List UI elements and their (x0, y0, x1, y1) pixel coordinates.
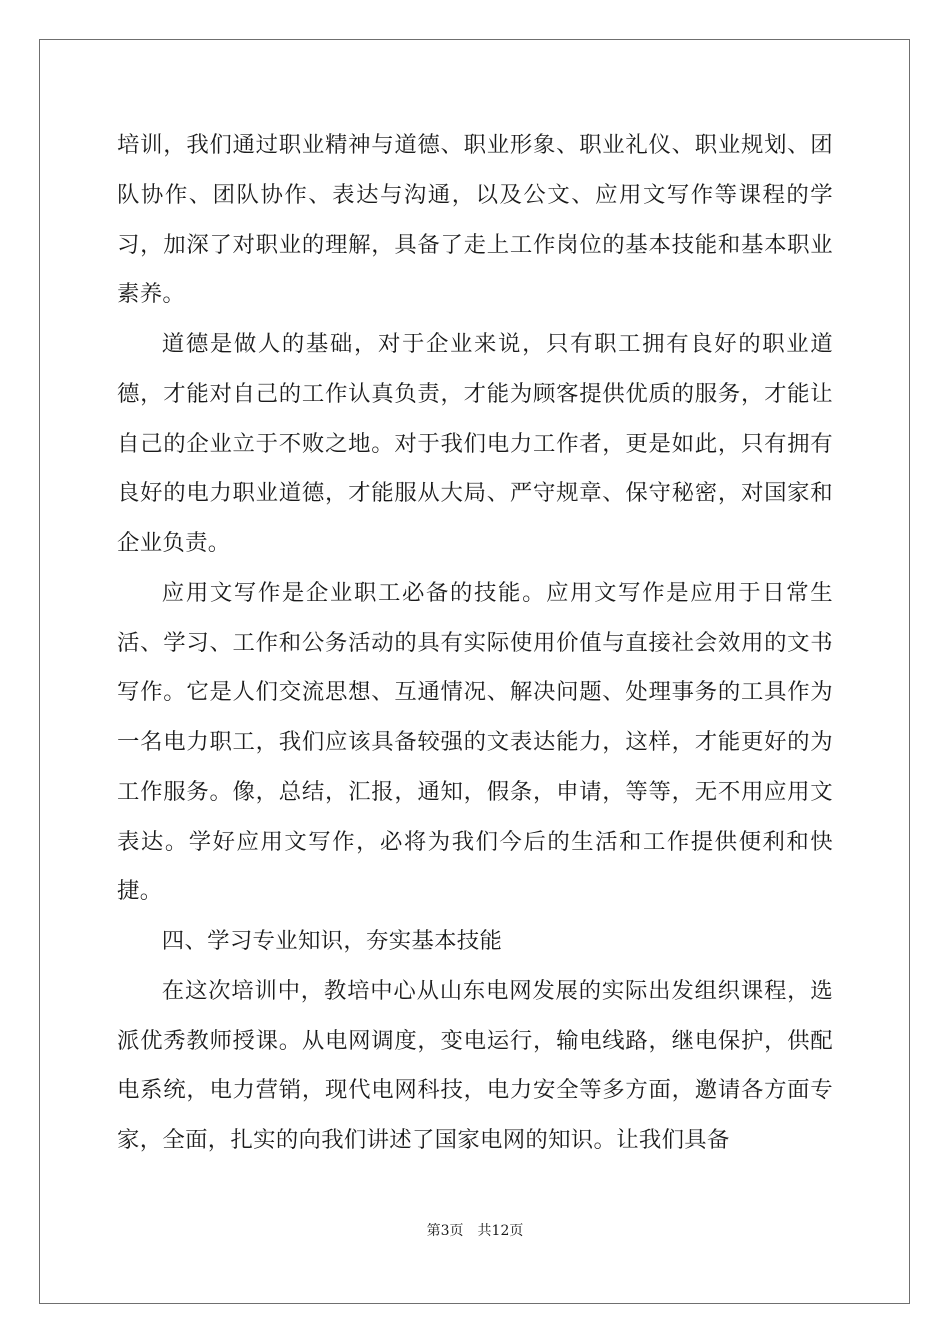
page-footer (0, 1220, 950, 1240)
page-total: 共12页 (477, 1223, 524, 1239)
paragraph-professional-ethics: 道德是做人的基础，对于企业来说，只有职工拥有良好的职业道德，才能对自己的工作认真负责，才能为顾客提供优质的服务，才能让自己的企业立于不败之地。对于我们电力工作者，更是如此，只有拥有良好的电力职业道德，才能服从大局、严守规章、保守秘密，对国家和企业负责。 (117, 331, 833, 556)
document-body (117, 121, 833, 1166)
paragraph-training-content: 在这次培训中，教培中心从山东电网发展的实际出发组织课程，选派优秀教师授课。从电网调度，变电运行，输电线路，继电保护，供配电系统，电力营销，现代电网科技，电力安全等多方面，邀请各方面专家，全面，扎实的向我们讲述了国家电网的知识。让我们具备 (117, 977, 833, 1153)
section-heading-professional-knowledge: 四、学习专业知识，夯实基本技能 (161, 928, 503, 954)
page-number: 第3页 (426, 1223, 464, 1239)
paragraph-applied-writing: 应用文写作是企业职工必备的技能。应用文写作是应用于日常生活、学习、工作和公务活动的具有实际使用价值与直接社会效用的文书写作。它是人们交流思想、互通情况、解决问题、处理事务的工具作为一名电力职工，我们应该具备较强的文表达能力，这样，才能更好的为工作服务。像，总结，汇报，通知，假条，申请，等等，无不用应用文表达。学好应用文写作，必将为我们今后的生活和工作提供便利和快捷。 (117, 579, 833, 905)
paragraph-training-courses: 培训，我们通过职业精神与道德、职业形象、职业礼仪、职业规划、团队协作、团队协作、表达与沟通，以及公文、应用文写作等课程的学习，加深了对职业的理解，具备了走上工作岗位的基本技能和基本职业素养。 (117, 132, 833, 308)
